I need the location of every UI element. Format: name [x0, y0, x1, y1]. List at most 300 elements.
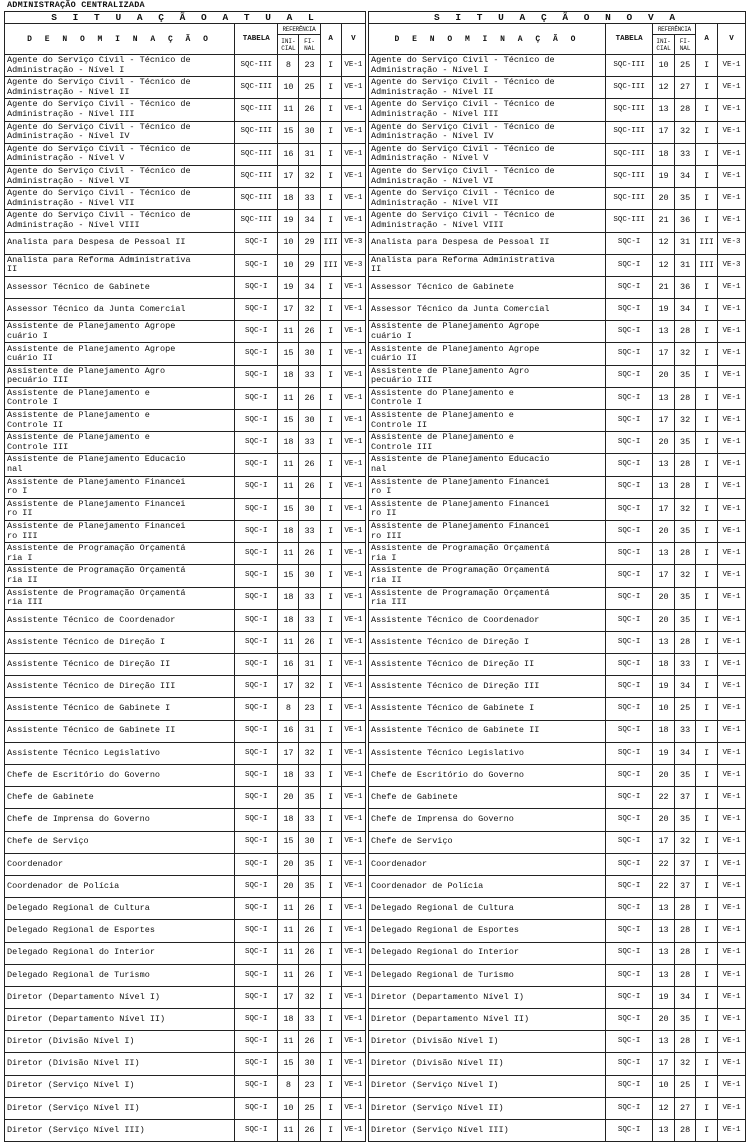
final-reference-cell: 37 — [674, 787, 696, 809]
initial-reference-cell: 11 — [278, 321, 299, 343]
final-reference-cell: 32 — [674, 831, 696, 853]
table-row — [369, 720, 746, 742]
denomination-cell: Assistente de Planejamento Financei ro III — [369, 520, 606, 542]
a-cell: I — [696, 920, 718, 942]
a-cell: I — [696, 631, 718, 653]
denomination-cell: Delegado Regional de Turismo — [369, 964, 606, 986]
denomination-cell: Assistente de Planejamento Agrope cuário II — [5, 343, 235, 365]
denomination-cell: Assistente Técnico de Gabinete II — [369, 720, 606, 742]
denomination-cell: Assistente Técnico Legislativo — [5, 742, 235, 764]
table-row — [369, 898, 746, 920]
v-cell: VE-1 — [341, 875, 365, 897]
table-row — [5, 210, 366, 232]
v-cell: VE-1 — [341, 964, 365, 986]
final-reference-cell: 32 — [299, 986, 320, 1008]
table-cell: SQC-I — [605, 853, 652, 875]
final-reference-cell: 34 — [674, 742, 696, 764]
final-reference-cell: 33 — [299, 765, 320, 787]
v-cell: VE-1 — [717, 432, 745, 454]
denomination-cell: Diretor (Serviço Nível III) — [5, 1120, 235, 1142]
final-reference-cell: 27 — [674, 77, 696, 99]
v-cell: VE-1 — [341, 498, 365, 520]
v-cell: VE-1 — [717, 631, 745, 653]
initial-reference-cell: 17 — [653, 831, 675, 853]
final-reference-cell: 34 — [674, 299, 696, 321]
table-cell: SQC-I — [235, 410, 278, 432]
denomination-cell: Assistente de Programação Orçamentá ria III — [369, 587, 606, 609]
table-row — [5, 543, 366, 565]
initial-reference-cell: 10 — [653, 55, 675, 77]
a-cell: I — [696, 1075, 718, 1097]
denomination-cell: Assistente Técnico Legislativo — [369, 742, 606, 764]
v-cell: VE-1 — [341, 55, 365, 77]
a-cell: I — [696, 587, 718, 609]
final-reference-cell: 34 — [674, 986, 696, 1008]
v-cell: VE-1 — [341, 986, 365, 1008]
v-cell: VE-1 — [717, 964, 745, 986]
initial-reference-cell: 8 — [278, 55, 299, 77]
a-cell: I — [696, 188, 718, 210]
a-cell: I — [696, 55, 718, 77]
document-header: ADMINISTRAÇÃO CENTRALIZADA — [7, 0, 145, 10]
denomination-cell: Assistente Técnico de Direção III — [5, 676, 235, 698]
v-cell: VE-1 — [341, 787, 365, 809]
v-cell: VE-1 — [717, 387, 745, 409]
initial-reference-cell: 18 — [278, 765, 299, 787]
table-row — [5, 1009, 366, 1031]
final-reference-cell: 35 — [299, 853, 320, 875]
a-cell: I — [696, 543, 718, 565]
v-cell: VE-1 — [341, 121, 365, 143]
denomination-cell: Chefe de Serviço — [5, 831, 235, 853]
v-cell: VE-1 — [341, 831, 365, 853]
initial-reference-cell: 15 — [278, 1053, 299, 1075]
a-cell: I — [320, 587, 341, 609]
initial-reference-cell: 17 — [278, 986, 299, 1008]
initial-reference-cell: 15 — [278, 121, 299, 143]
table-cell: SQC-III — [235, 210, 278, 232]
v-cell: VE-3 — [717, 232, 745, 254]
denomination-cell: Agente do Serviço Civil - Técnico de Administração - Nível VII — [5, 188, 235, 210]
denomination-cell: Chefe de Serviço — [369, 831, 606, 853]
initial-reference-cell: 21 — [653, 210, 675, 232]
final-reference-cell: 25 — [299, 1097, 320, 1119]
denomination-cell: Assistente de Planejamento e Controle II — [5, 410, 235, 432]
table-cell: SQC-I — [605, 520, 652, 542]
v-cell: VE-1 — [717, 276, 745, 298]
final-reference-cell: 28 — [674, 964, 696, 986]
denomination-cell: Delegado Regional do Interior — [369, 942, 606, 964]
a-cell: I — [320, 831, 341, 853]
denomination-cell: Diretor (Departamento Nível I) — [5, 986, 235, 1008]
denomination-cell: Agente do Serviço Civil - Técnico de Administração - Nível III — [369, 99, 606, 121]
final-reference-cell: 23 — [299, 55, 320, 77]
table-row — [5, 698, 366, 720]
table-row — [369, 55, 746, 77]
a-cell: I — [320, 476, 341, 498]
v-cell: VE-1 — [341, 299, 365, 321]
table-row — [369, 343, 746, 365]
table-cell: SQC-III — [605, 188, 652, 210]
table-cell: SQC-I — [605, 276, 652, 298]
table-cell: SQC-I — [605, 609, 652, 631]
table-row — [5, 1097, 366, 1119]
table-row — [369, 276, 746, 298]
table-cell: SQC-I — [605, 765, 652, 787]
a-cell: I — [696, 365, 718, 387]
table-row — [369, 143, 746, 165]
table-cell: SQC-I — [235, 476, 278, 498]
table-cell: SQC-III — [605, 55, 652, 77]
initial-reference-cell: 18 — [653, 654, 675, 676]
v-cell: VE-1 — [341, 432, 365, 454]
table-cell: SQC-I — [235, 565, 278, 587]
v-cell: VE-1 — [341, 1053, 365, 1075]
denomination-cell: Assistente de Programação Orçamentá ria II — [369, 565, 606, 587]
v-cell: VE-1 — [341, 387, 365, 409]
final-reference-cell: 28 — [674, 454, 696, 476]
table-row — [5, 609, 366, 631]
v-cell: VE-1 — [341, 654, 365, 676]
table-row — [369, 454, 746, 476]
final-reference-cell: 31 — [674, 232, 696, 254]
a-cell: I — [696, 875, 718, 897]
final-reference-cell: 29 — [299, 232, 320, 254]
a-cell: I — [696, 432, 718, 454]
denomination-cell: Chefe de Gabinete — [369, 787, 606, 809]
table-cell: SQC-I — [605, 565, 652, 587]
denomination-cell: Assistente Técnico de Direção I — [5, 631, 235, 653]
initial-reference-cell: 11 — [278, 1120, 299, 1142]
table-cell: SQC-III — [605, 210, 652, 232]
a-cell: I — [320, 188, 341, 210]
v-cell: VE-1 — [717, 942, 745, 964]
v-cell: VE-1 — [717, 55, 745, 77]
a-cell: I — [696, 210, 718, 232]
v-cell: VE-1 — [341, 698, 365, 720]
a-cell: I — [696, 410, 718, 432]
denomination-cell: Assistente de Programação Orçamentá ria I — [5, 543, 235, 565]
denomination-cell: Chefe de Imprensa do Governo — [369, 809, 606, 831]
table-row — [369, 543, 746, 565]
v-cell: VE-1 — [717, 520, 745, 542]
final-reference-cell: 35 — [299, 875, 320, 897]
v-cell: VE-1 — [717, 698, 745, 720]
a-cell: I — [320, 432, 341, 454]
denomination-cell: Assistente do Planejamento e Controle I — [369, 387, 606, 409]
initial-reference-cell: 16 — [278, 654, 299, 676]
table-row — [5, 986, 366, 1008]
a-cell: I — [320, 1097, 341, 1119]
v-cell: VE-1 — [341, 143, 365, 165]
table-row — [5, 77, 366, 99]
final-reference-cell: 27 — [674, 1097, 696, 1119]
initial-reference-cell: 20 — [278, 853, 299, 875]
table-cell: SQC-I — [235, 1053, 278, 1075]
initial-reference-cell: 10 — [278, 1097, 299, 1119]
final-reference-cell: 34 — [674, 165, 696, 187]
final-reference-cell: 30 — [299, 831, 320, 853]
table-cell: SQC-I — [235, 875, 278, 897]
table-row — [5, 964, 366, 986]
initial-reference-cell: 18 — [278, 1009, 299, 1031]
table-row — [369, 299, 746, 321]
denomination-cell: Agente do Serviço Civil - Técnico de Administração - Nível IV — [369, 121, 606, 143]
a-cell: I — [696, 765, 718, 787]
denomination-cell: Assistente de Planejamento Agro pecuário III — [5, 365, 235, 387]
v-cell: VE-1 — [341, 210, 365, 232]
a-cell: I — [320, 454, 341, 476]
initial-reference-cell: 22 — [653, 853, 675, 875]
table-cell: SQC-I — [235, 387, 278, 409]
v-cell: VE-1 — [717, 853, 745, 875]
final-reference-cell: 28 — [674, 476, 696, 498]
table-cell: SQC-I — [235, 920, 278, 942]
table-row — [5, 875, 366, 897]
table-cell: SQC-I — [605, 343, 652, 365]
initial-reference-cell: 12 — [653, 232, 675, 254]
table-row — [369, 698, 746, 720]
initial-reference-cell: 15 — [278, 498, 299, 520]
a-cell: III — [320, 232, 341, 254]
denomination-cell: Diretor (Serviço Nível II) — [5, 1097, 235, 1119]
denomination-cell: Diretor (Serviço Nível I) — [369, 1075, 606, 1097]
table-row — [5, 853, 366, 875]
table-row — [369, 942, 746, 964]
table-cell: SQC-I — [235, 232, 278, 254]
table-cell: SQC-I — [605, 1009, 652, 1031]
denomination-cell: Assistente de Planejamento Educacio nal — [369, 454, 606, 476]
a-cell: I — [320, 365, 341, 387]
v-cell: VE-1 — [717, 143, 745, 165]
a-cell: I — [320, 321, 341, 343]
final-reference-cell: 26 — [299, 964, 320, 986]
denomination-cell: Coordenador — [5, 853, 235, 875]
denomination-cell: Chefe de Gabinete — [5, 787, 235, 809]
initial-reference-cell: 10 — [278, 254, 299, 276]
table-cell: SQC-I — [605, 299, 652, 321]
final-reference-cell: 35 — [674, 587, 696, 609]
table-cell: SQC-III — [605, 77, 652, 99]
initial-reference-cell: 20 — [653, 432, 675, 454]
table-row — [5, 1120, 366, 1142]
table-row — [369, 99, 746, 121]
a-cell: I — [696, 654, 718, 676]
a-cell: I — [320, 787, 341, 809]
denomination-cell: Chefe de Escritório do Governo — [5, 765, 235, 787]
a-cell: I — [320, 853, 341, 875]
v-cell: VE-1 — [717, 875, 745, 897]
final-reference-cell: 37 — [674, 853, 696, 875]
a-cell: I — [696, 121, 718, 143]
denomination-cell: Assistente Técnico de Coordenador — [369, 609, 606, 631]
column-header-initial: INI- CIAL — [653, 35, 675, 55]
table-row — [369, 188, 746, 210]
v-cell: VE-1 — [717, 188, 745, 210]
final-reference-cell: 28 — [674, 920, 696, 942]
initial-reference-cell: 13 — [653, 964, 675, 986]
v-cell: VE-1 — [341, 853, 365, 875]
a-cell: I — [696, 165, 718, 187]
final-reference-cell: 31 — [299, 654, 320, 676]
denomination-cell: Delegado Regional de Esportes — [5, 920, 235, 942]
table-cell: SQC-I — [605, 986, 652, 1008]
table-cell: SQC-I — [605, 543, 652, 565]
v-cell: VE-1 — [717, 742, 745, 764]
final-reference-cell: 31 — [299, 143, 320, 165]
table-cell: SQC-I — [605, 1097, 652, 1119]
denomination-cell: Diretor (Departamento Nível II) — [369, 1009, 606, 1031]
initial-reference-cell: 13 — [653, 898, 675, 920]
table-cell: SQC-I — [235, 365, 278, 387]
table-row — [369, 210, 746, 232]
table-cell: SQC-I — [605, 676, 652, 698]
v-cell: VE-1 — [341, 276, 365, 298]
table-row — [369, 1053, 746, 1075]
initial-reference-cell: 17 — [653, 1053, 675, 1075]
table-row — [5, 121, 366, 143]
initial-reference-cell: 13 — [653, 1120, 675, 1142]
denomination-cell: Diretor (Divisão Nível II) — [5, 1053, 235, 1075]
v-cell: VE-1 — [717, 77, 745, 99]
v-cell: VE-1 — [717, 920, 745, 942]
v-cell: VE-1 — [717, 321, 745, 343]
final-reference-cell: 28 — [674, 942, 696, 964]
initial-reference-cell: 16 — [278, 143, 299, 165]
a-cell: I — [696, 1031, 718, 1053]
initial-reference-cell: 19 — [653, 676, 675, 698]
table-row — [369, 631, 746, 653]
table-cell: SQC-I — [605, 898, 652, 920]
table-row — [369, 410, 746, 432]
denomination-cell: Diretor (Divisão Nível I) — [369, 1031, 606, 1053]
initial-reference-cell: 19 — [653, 986, 675, 1008]
final-reference-cell: 34 — [299, 276, 320, 298]
final-reference-cell: 32 — [299, 676, 320, 698]
denomination-cell: Assistente de Programação Orçamentá ria III — [5, 587, 235, 609]
denomination-cell: Assistente de Planejamento Agrope cuário I — [5, 321, 235, 343]
column-header-v: V — [717, 24, 745, 55]
denomination-cell: Agente do Serviço Civil - Técnico de Administração - Nível II — [369, 77, 606, 99]
initial-reference-cell: 13 — [653, 321, 675, 343]
denomination-cell: Diretor (Serviço Nível III) — [369, 1120, 606, 1142]
table-cell: SQC-I — [235, 1031, 278, 1053]
table-cell: SQC-I — [605, 254, 652, 276]
table-cell: SQC-I — [235, 321, 278, 343]
v-cell: VE-1 — [341, 609, 365, 631]
v-cell: VE-1 — [341, 676, 365, 698]
initial-reference-cell: 22 — [653, 787, 675, 809]
table-cell: SQC-I — [235, 609, 278, 631]
a-cell: I — [696, 698, 718, 720]
initial-reference-cell: 19 — [653, 299, 675, 321]
table-row — [369, 1031, 746, 1053]
a-cell: III — [696, 254, 718, 276]
a-cell: I — [696, 898, 718, 920]
table-cell: SQC-I — [235, 343, 278, 365]
table-cell: SQC-I — [605, 742, 652, 764]
v-cell: VE-3 — [717, 254, 745, 276]
denomination-cell: Agente do Serviço Civil - Técnico de Administração - Nível I — [5, 55, 235, 77]
current-situation-rows — [5, 55, 366, 1142]
table-cell: SQC-I — [605, 964, 652, 986]
denomination-cell: Assistente Técnico de Gabinete II — [5, 720, 235, 742]
table-cell: SQC-I — [605, 387, 652, 409]
table-cell: SQC-I — [235, 454, 278, 476]
final-reference-cell: 36 — [674, 276, 696, 298]
final-reference-cell: 30 — [299, 343, 320, 365]
v-cell: VE-1 — [717, 986, 745, 1008]
final-reference-cell: 35 — [674, 432, 696, 454]
a-cell: I — [696, 99, 718, 121]
table-row — [5, 254, 366, 276]
a-cell: I — [320, 742, 341, 764]
initial-reference-cell: 20 — [278, 875, 299, 897]
column-header-reference: REFERÊNCIA — [653, 24, 696, 35]
initial-reference-cell: 17 — [653, 410, 675, 432]
a-cell: I — [696, 321, 718, 343]
initial-reference-cell: 17 — [653, 121, 675, 143]
a-cell: I — [320, 676, 341, 698]
v-cell: VE-1 — [717, 365, 745, 387]
final-reference-cell: 28 — [674, 99, 696, 121]
v-cell: VE-1 — [341, 587, 365, 609]
table-row — [5, 720, 366, 742]
denomination-cell: Delegado Regional de Cultura — [5, 898, 235, 920]
table-row — [5, 587, 366, 609]
column-header-v: V — [341, 24, 365, 55]
final-reference-cell: 32 — [299, 742, 320, 764]
a-cell: I — [696, 387, 718, 409]
table-cell: SQC-I — [235, 809, 278, 831]
initial-reference-cell: 20 — [653, 609, 675, 631]
table-row — [369, 254, 746, 276]
initial-reference-cell: 10 — [653, 1075, 675, 1097]
v-cell: VE-1 — [341, 410, 365, 432]
table-cell: SQC-I — [235, 698, 278, 720]
table-row — [5, 432, 366, 454]
a-cell: I — [320, 765, 341, 787]
final-reference-cell: 32 — [674, 1053, 696, 1075]
final-reference-cell: 28 — [674, 1120, 696, 1142]
a-cell: I — [696, 520, 718, 542]
v-cell: VE-1 — [717, 454, 745, 476]
denomination-cell: Assistente de Programação Orçamentá ria II — [5, 565, 235, 587]
initial-reference-cell: 20 — [653, 765, 675, 787]
final-reference-cell: 35 — [674, 765, 696, 787]
denomination-cell: Delegado Regional de Esportes — [369, 920, 606, 942]
table-row — [369, 853, 746, 875]
initial-reference-cell: 11 — [278, 454, 299, 476]
v-cell: VE-1 — [717, 809, 745, 831]
final-reference-cell: 30 — [299, 121, 320, 143]
initial-reference-cell: 13 — [653, 387, 675, 409]
table-cell: SQC-I — [235, 1009, 278, 1031]
table-cell: SQC-III — [235, 77, 278, 99]
table-row — [369, 232, 746, 254]
denomination-cell: Delegado Regional de Cultura — [369, 898, 606, 920]
final-reference-cell: 33 — [674, 654, 696, 676]
table-cell: SQC-I — [605, 1120, 652, 1142]
column-header-denomination: D E N O M I N A Ç Ã O — [5, 24, 235, 55]
table-row — [5, 476, 366, 498]
table-row — [369, 1097, 746, 1119]
table-row — [369, 986, 746, 1008]
initial-reference-cell: 12 — [653, 254, 675, 276]
table-cell: SQC-I — [605, 1053, 652, 1075]
final-reference-cell: 33 — [674, 143, 696, 165]
table-row — [369, 1009, 746, 1031]
